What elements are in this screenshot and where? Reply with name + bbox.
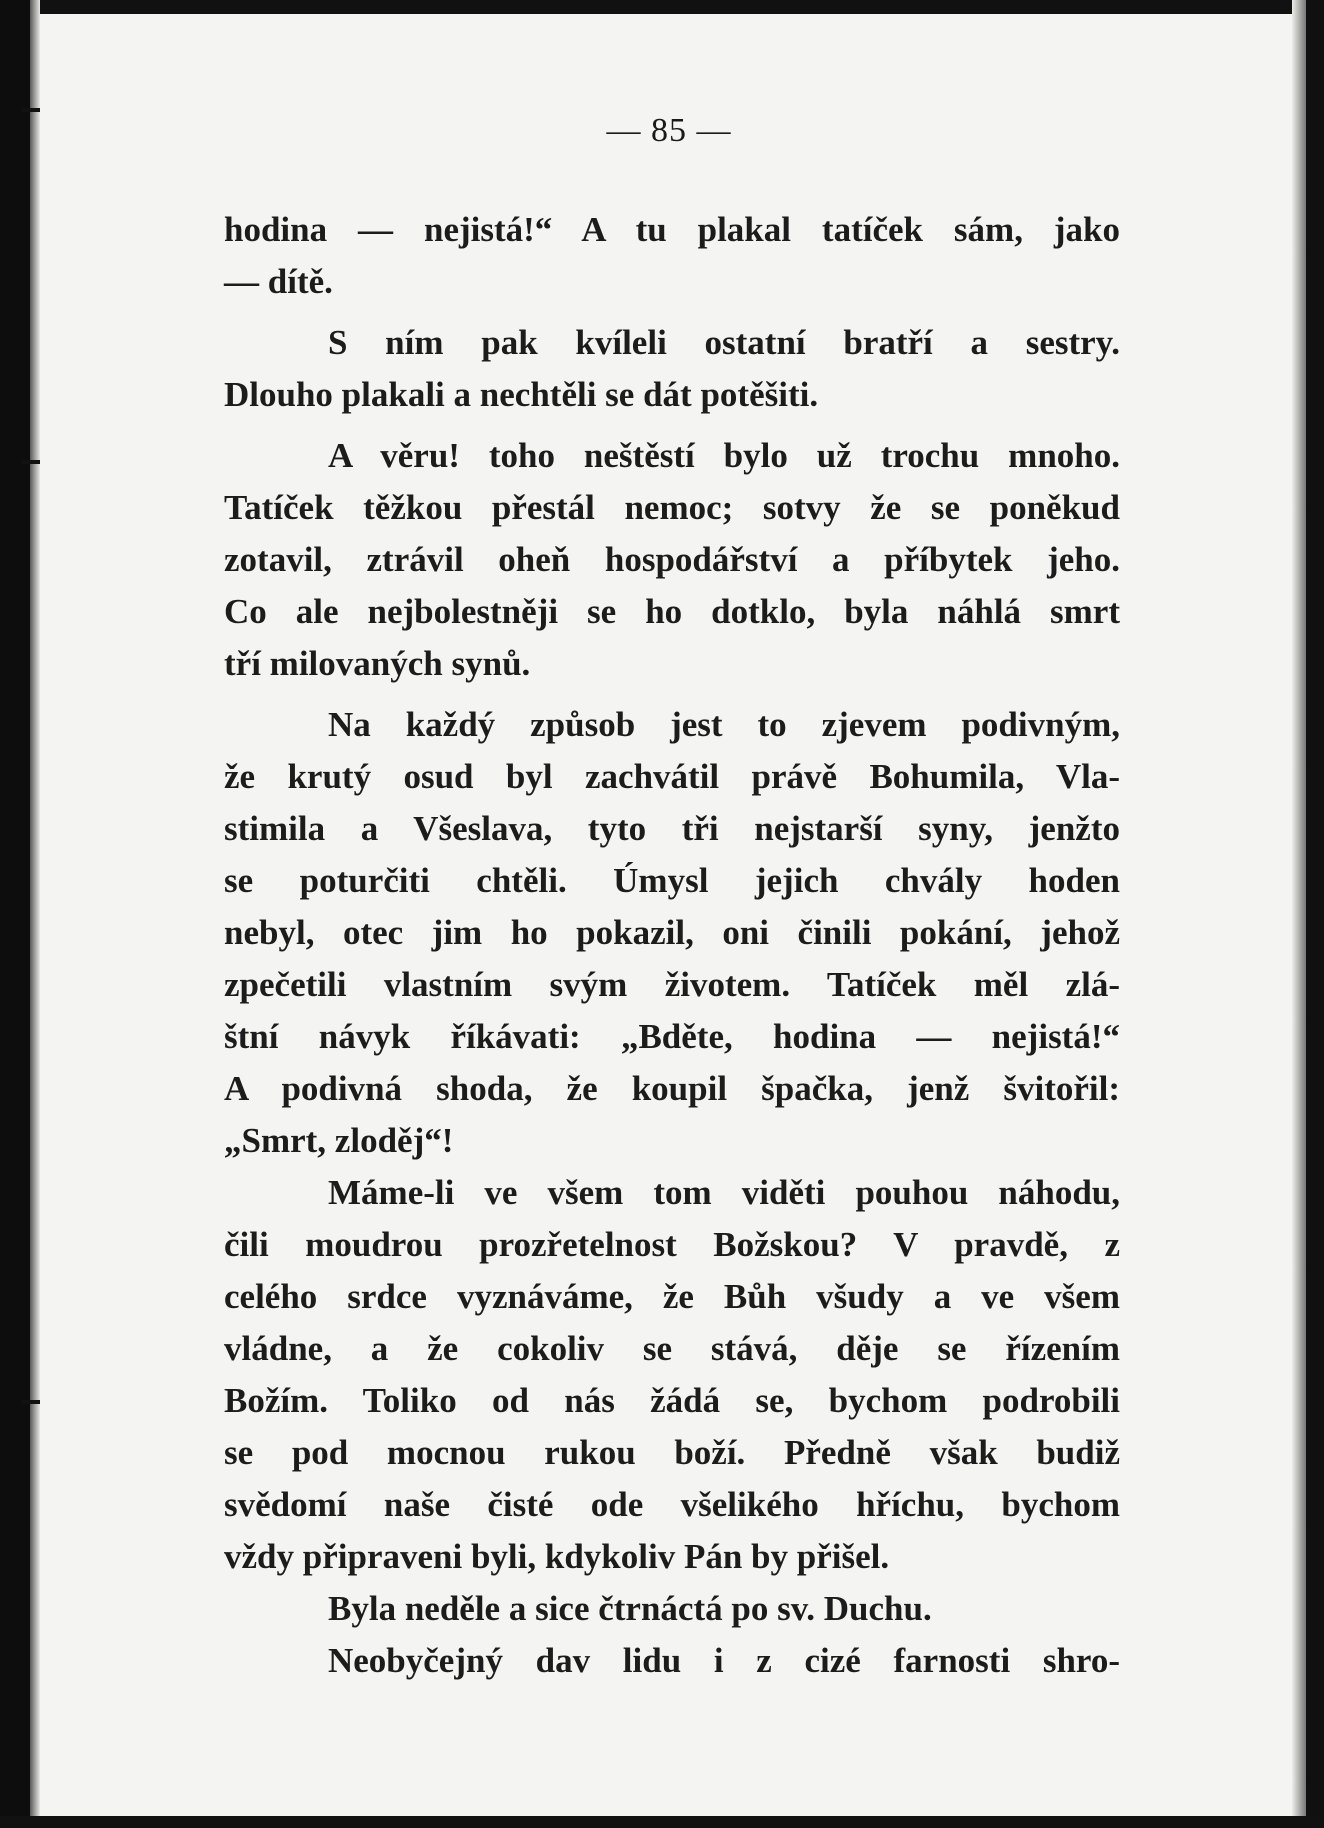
text-line: — dítě. xyxy=(224,262,333,301)
text-line: Božím. Toliko od nás žádá se, bychom podrobili xyxy=(224,1381,1120,1420)
text-line: Neobyčejný dav lidu i z cizé farnosti shro- xyxy=(328,1641,1120,1680)
scan-edge-left xyxy=(0,0,30,1828)
text-line: Tatíček těžkou přestál nemoc; sotvy že se poněkud xyxy=(224,488,1120,527)
text-line: štní návyk říkávati: „Bděte, hodina — nejistá!“ xyxy=(224,1017,1120,1056)
text-line: A věru! toho neštěstí bylo už trochu mnoho. xyxy=(328,436,1120,475)
text-line: zpečetili vlastním svým životem. Tatíček měl zlá- xyxy=(224,965,1120,1004)
text-line: A podivná shoda, že koupil špačka, jenž švitořil: xyxy=(224,1069,1120,1108)
page-number: — 85 — xyxy=(606,112,732,149)
scan-edge-left-shadow xyxy=(30,0,40,1828)
text-line: tří milovaných synů. xyxy=(224,644,531,683)
text-line: se pod mocnou rukou boží. Předně však budiž xyxy=(224,1433,1120,1472)
text-line: svědomí naše čisté ode všelikého hříchu, bychom xyxy=(224,1485,1120,1524)
text-line: se poturčiti chtěli. Úmysl jejich chvály hoden xyxy=(224,861,1120,900)
text-line: vždy připraveni byli, kdykoliv Pán by přišel. xyxy=(224,1537,890,1576)
text-line: „Smrt, zloděj“! xyxy=(224,1121,454,1160)
text-line: že krutý osud byl zachvátil právě Bohumila, Vla- xyxy=(224,757,1120,796)
margin-tick-mark xyxy=(22,460,40,464)
text-line: Dlouho plakali a nechtěli se dát potěšiti. xyxy=(224,375,819,414)
text-line: vládne, a že cokoliv se stává, děje se řízením xyxy=(224,1329,1120,1368)
scan-edge-top xyxy=(0,0,1324,14)
text-line: Na každý způsob jest to zjevem podivným, xyxy=(328,705,1120,744)
text-line: čili moudrou prozřetelnost Božskou? V pravdě, z xyxy=(224,1225,1120,1264)
text-line: celého srdce vyznáváme, že Bůh všudy a ve všem xyxy=(224,1277,1120,1316)
text-line: stimila a Všeslava, tyto tři nejstarší syny, jenžto xyxy=(224,809,1120,848)
text-line: Máme-li ve všem tom viděti pouhou náhodu, xyxy=(328,1173,1120,1212)
text-line: zotavil, ztrávil oheň hospodářství a příbytek jeho. xyxy=(224,540,1120,579)
text-line: Co ale nejbolestněji se ho dotklo, byla náhlá smrt xyxy=(224,592,1120,631)
text-line: nebyl, otec jim ho pokazil, oni činili pokání, jehož xyxy=(224,913,1120,952)
scan-edge-right xyxy=(1306,0,1324,1828)
scan-edge-bottom xyxy=(0,1816,1324,1828)
margin-tick-mark xyxy=(22,1400,40,1404)
text-line: hodina — nejistá!“ A tu plakal tatíček sám, jako xyxy=(224,210,1120,249)
text-line: S ním pak kvíleli ostatní bratří a sestry. xyxy=(328,323,1120,362)
body-text xyxy=(224,204,1120,1687)
text-line: Byla neděle a sice čtrnáctá po sv. Duchu. xyxy=(328,1589,932,1628)
scan-edge-right-shadow xyxy=(1292,0,1306,1828)
